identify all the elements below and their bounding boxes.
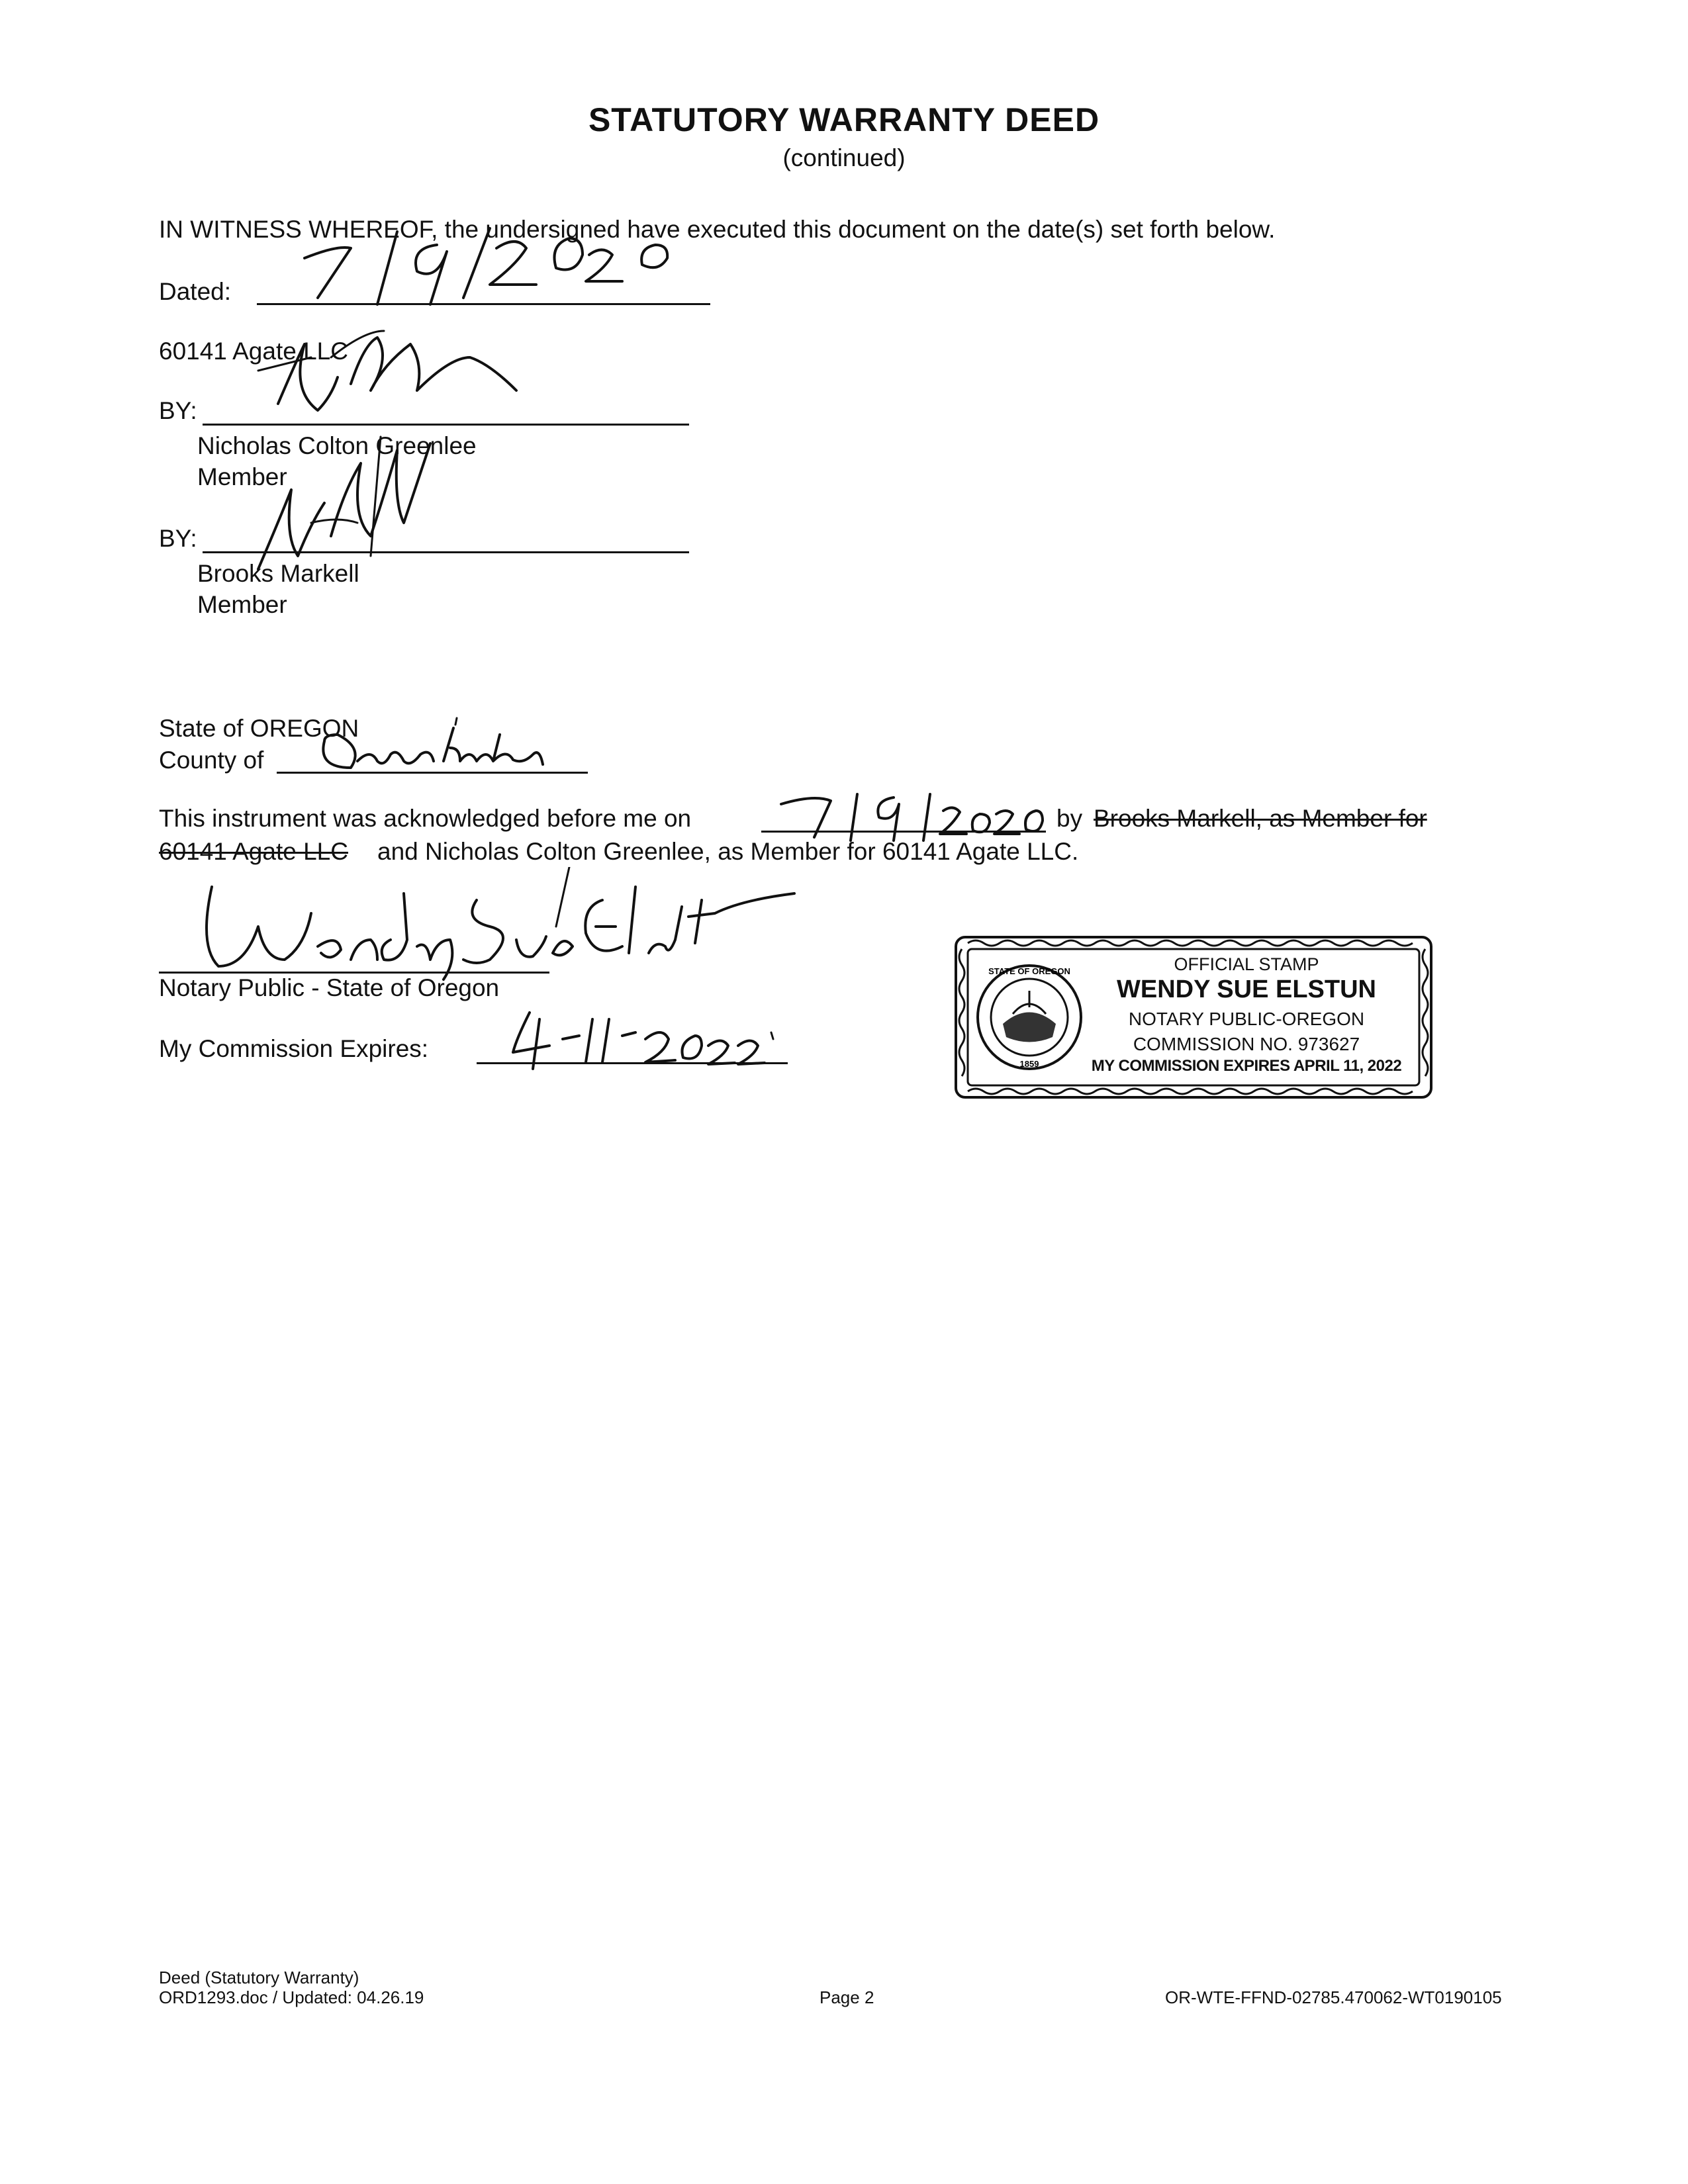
struck-text-1: Brooks Markell, as Member for bbox=[1094, 805, 1427, 832]
signer-2-name: Brooks Markell bbox=[197, 560, 359, 587]
county-label: County of bbox=[159, 747, 264, 774]
signer-2-signature-line bbox=[203, 551, 689, 553]
signer-2-by-label: BY: bbox=[159, 525, 197, 552]
footer-doc-id: OR-WTE-FFND-02785.470062-WT0190105 bbox=[1165, 1987, 1502, 2007]
commission-handwritten-date bbox=[503, 1006, 794, 1072]
dated-handwritten-date bbox=[278, 218, 702, 311]
stamp-notary-title: NOTARY PUBLIC-OREGON bbox=[1128, 1009, 1365, 1029]
acknowledgment-line-2: and Nicholas Colton Greenlee, as Member for 60141 Agate LLC. bbox=[377, 838, 1079, 865]
notary-signature-line bbox=[159, 972, 549, 974]
stamp-commission-number: COMMISSION NO. 973627 bbox=[1133, 1034, 1360, 1054]
dated-label: Dated: bbox=[159, 278, 232, 305]
signer-1-by-label: BY: bbox=[159, 397, 197, 424]
acknowledgment-handwritten-date bbox=[768, 784, 1046, 844]
struck-text-2: 60141 Agate LLC bbox=[159, 838, 348, 865]
seal-text: STATE OF OREGON bbox=[988, 966, 1070, 976]
stamp-notary-name: WENDY SUE ELSTUN bbox=[1116, 976, 1376, 1003]
county-handwritten bbox=[311, 715, 589, 781]
document-title: STATUTORY WARRANTY DEED bbox=[588, 101, 1100, 138]
notary-official-stamp bbox=[953, 934, 1434, 1100]
witness-statement: IN WITNESS WHEREOF, the undersigned have executed this document on the date(s) set forth below. bbox=[159, 216, 1276, 243]
acknowledgment-by: by bbox=[1056, 805, 1083, 832]
entity-name: 60141 Agate LLC bbox=[159, 338, 348, 365]
notary-label: Notary Public - State of Oregon bbox=[159, 974, 500, 1001]
greenlee-signature bbox=[252, 318, 556, 437]
signer-1-name: Nicholas Colton Greenlee bbox=[197, 432, 477, 459]
footer-page-number: Page 2 bbox=[820, 1987, 874, 2007]
acknowledgment-line-1: This instrument was acknowledged before me on bbox=[159, 805, 692, 832]
stamp-expiration: MY COMMISSION EXPIRES APRIL 11, 2022 bbox=[1091, 1057, 1402, 1075]
document-subtitle: (continued) bbox=[782, 144, 906, 171]
notary-signature bbox=[172, 867, 821, 986]
signer-1-role: Member bbox=[197, 463, 287, 490]
footer-doc-file: ORD1293.doc / Updated: 04.26.19 bbox=[159, 1987, 424, 2007]
state-line: State of OREGON bbox=[159, 715, 359, 742]
seal-year: 1859 bbox=[1019, 1059, 1039, 1069]
signer-2-role: Member bbox=[197, 591, 287, 618]
footer-doc-type: Deed (Statutory Warranty) bbox=[159, 1968, 359, 1987]
commission-label: My Commission Expires: bbox=[159, 1035, 429, 1062]
stamp-heading: OFFICIAL STAMP bbox=[1174, 954, 1319, 974]
